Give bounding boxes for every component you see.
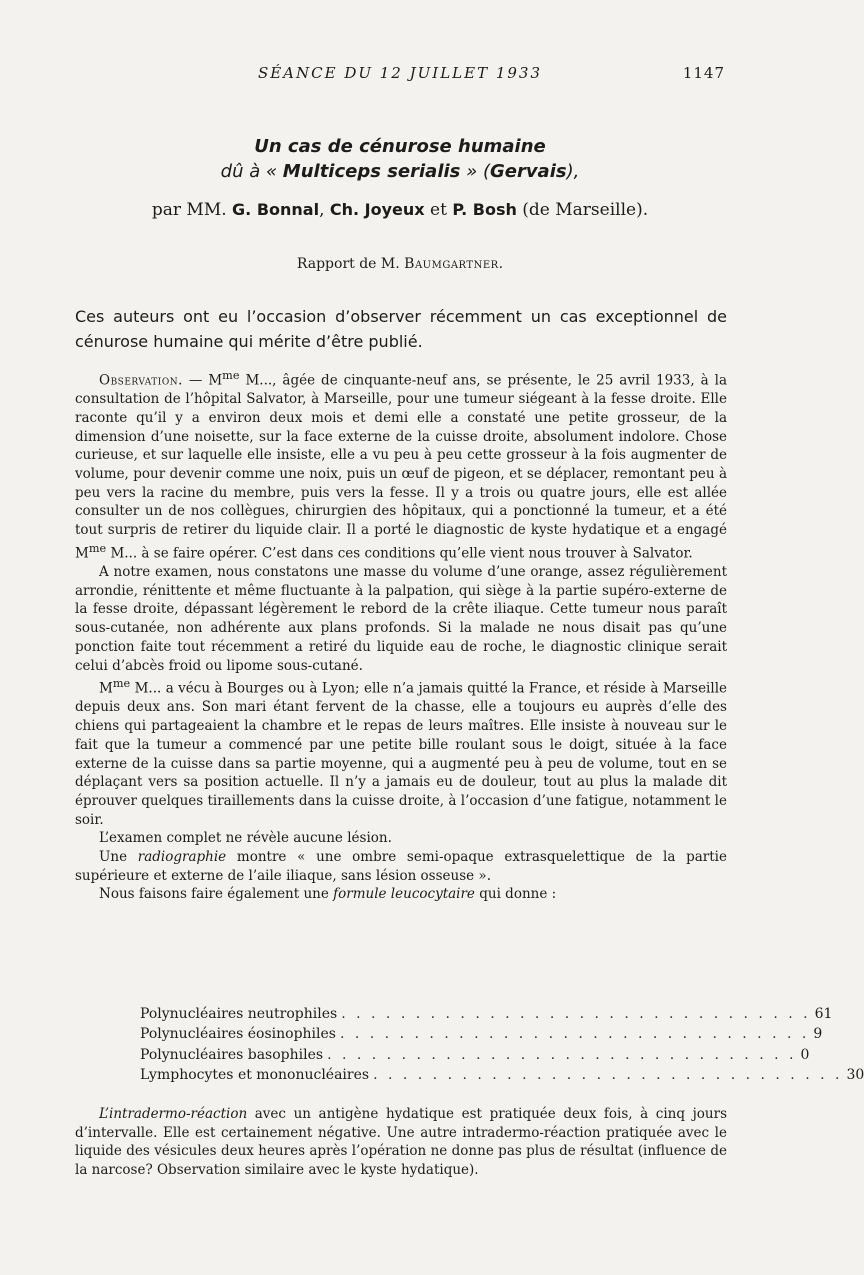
article-title bbox=[75, 134, 725, 184]
author-and: et bbox=[424, 200, 453, 220]
author-2: Ch. Joyeux bbox=[329, 200, 425, 219]
formula-label: Polynucléaires éosinophiles bbox=[140, 1026, 336, 1043]
p5-italic: radiographie bbox=[137, 849, 227, 866]
leader-dots: . . . . . . . . . . . . . . . . . . . . . . . . . . . . . . . . bbox=[341, 1006, 811, 1022]
species-author: Gervais bbox=[489, 161, 567, 182]
observation-section bbox=[75, 367, 727, 904]
page-number: 1147 bbox=[682, 64, 725, 82]
observation-label: Observation. bbox=[99, 372, 183, 389]
title-suffix: ), bbox=[566, 161, 580, 182]
observation-paragraph-6 bbox=[75, 885, 727, 904]
authors-prefix: par MM. bbox=[151, 200, 233, 220]
observation-paragraph-1 bbox=[75, 367, 727, 563]
formula-label: Polynucléaires neutrophiles bbox=[140, 1006, 338, 1022]
title-mid: » ( bbox=[460, 161, 490, 182]
leader-dots: . . . . . . . . . . . . . . . . . . . . . . . . . . . . . . . . bbox=[339, 1026, 810, 1043]
observation-paragraph-5 bbox=[75, 848, 727, 885]
title-prefix: dû à « bbox=[220, 161, 283, 182]
p6-text: qui donne : bbox=[474, 886, 557, 903]
rapporteur-name: Baumgartner bbox=[404, 256, 499, 272]
intradermo-paragraph bbox=[75, 1105, 727, 1180]
observation-paragraph-4: L’examen complet ne révèle aucune lésion. bbox=[99, 830, 392, 847]
formula-row bbox=[140, 1045, 810, 1065]
title-line-2 bbox=[75, 159, 725, 184]
formula-label: Polynucléaires basophiles bbox=[140, 1046, 324, 1063]
obs-sup-2: me bbox=[88, 541, 107, 555]
p3-prefix: M bbox=[99, 680, 113, 697]
authors-line bbox=[75, 200, 725, 220]
leader-dots: . . . . . . . . . . . . . . . . . . . . . . . . . . . . . . . . bbox=[327, 1046, 797, 1063]
formula-value: 30 bbox=[846, 1066, 864, 1083]
rapport-line bbox=[75, 256, 725, 272]
obs-text-end: M... à se faire opérer. C’est dans ces conditions qu’elle vient nous trouver à Salvator. bbox=[106, 545, 693, 562]
leader-dots: . . . . . . . . . . . . . . . . . . . . . . . . . . . . . . . . bbox=[373, 1066, 843, 1083]
title-line-1: Un cas de cénurose humaine bbox=[254, 136, 546, 157]
species-name: Multiceps serialis bbox=[282, 161, 461, 182]
formula-value: 9 bbox=[813, 1026, 823, 1043]
running-title: SÉANCE DU 12 JUILLET 1933 bbox=[257, 64, 543, 82]
formula-label: Lymphocytes et mononucléaires bbox=[140, 1066, 370, 1083]
intradermo-italic: L’intradermo-réaction bbox=[99, 1106, 248, 1122]
intradermo-text: avec un antigène hydatique est pratiquée deux fois, à cinq jours d’intervalle. Elle est certainement négative. Une autre intradermo-réaction pratiquée avec le liquide des vésicules deux heures après l’opération ne donne pas plus de résultat (influence de la narcose? Observation similaire avec le kyste hydatique). bbox=[75, 1106, 727, 1179]
p6-italic: formule leucocytaire bbox=[333, 886, 475, 903]
author-3: P. Bosh bbox=[452, 200, 517, 219]
observation-paragraph-3 bbox=[75, 675, 727, 829]
rapport-prefix: Rapport de M. bbox=[296, 256, 405, 272]
author-1: G. Bonnal bbox=[232, 200, 320, 219]
leucocyte-formula-table bbox=[140, 1004, 864, 1085]
formula-value: 61 bbox=[814, 1006, 833, 1022]
p6-prefix: Nous faisons faire également une bbox=[99, 886, 334, 903]
author-sep: , bbox=[319, 200, 330, 220]
intradermo-section bbox=[75, 1105, 727, 1180]
formula-value: 0 bbox=[800, 1046, 810, 1063]
p5-text: montre « une ombre semi-opaque extrasquelettique de la partie supérieure et externe de l’aile iliaque, sans lésion osseuse ». bbox=[75, 849, 727, 884]
p3-text: M... a vécu à Bourges ou à Lyon; elle n’a jamais quitté la France, et réside à Marseille depuis deux ans. Son mari étant fervent de la chasse, elle a toujours eu auprès d’elle des chiens qui partageaient la chambre et le repas de leurs maîtres. Elle insiste à nouveau sur le fait que la tumeur a commencé par une petite bille roulant sous le doigt, située à la face externe de la cuisse dans sa partie moyenne, qui a augmenté peu à peu de volume, tout en se déplaçant vers sa position actuelle. Il n’y a jamais eu de douleur, tout au plus la malade dit éprouver quelques tiraillements dans la cuisse droite, à l’occasion d’une fatigue, notamment le soir. bbox=[75, 680, 727, 828]
observation-paragraph-2: A notre examen, nous constatons une masse du volume d’une orange, assez régulièrement arrondie, rénittente et même fluctuante à la palpation, qui siège à la partie supéro-externe de la fesse droite, dépassant légèrement le rebord de la crête iliaque. Cette tumeur nous paraît sous-cutanée, non adhérente aux plans profonds. Si la malade ne nous disait pas qu’une ponction faite tout récemment a retiré du liquide eau de roche, le diagnostic clinique serait celui d’abcès froid ou lipome sous-cutané. bbox=[75, 564, 727, 674]
obs-text: M..., âgée de cinquante-neuf ans, se présente, le 25 avril 1933, à la consultation de l’hôpital Salvator, à Marseille, pour une tumeur siégeant à la fesse droite. Elle raconte qu’il y a environ deux mois et demi elle a constaté une petite grosseur, de la dimension d’une noisette, sur la face externe de la cuisse droite, absolument indolore. Chose curieuse, et sur laquelle elle insiste, elle a vu peu à peu cette grosseur à la fois augmenter de volume, pour devenir comme une noix, puis un œuf de pigeon, et se déplacer, remontant peu à peu vers la racine du membre, puis vers la fesse. Il y a trois ou quatre jours, elle est allée consulter un de nos collègues, chirurgien des hôpitaux, qui a ponctionné la tumeur, et a été tout surpris de retirer du liquide clair. Il a porté le diagnostic de kyste hydatique et a engagé M bbox=[75, 372, 728, 562]
rapport-suffix: . bbox=[498, 256, 504, 272]
intro-paragraph: Ces auteurs ont eu l’occasion d’observer récemment un cas exceptionnel de cénurose humaine qui mérite d’être publié. bbox=[75, 307, 727, 351]
affiliation: (de Marseille). bbox=[516, 200, 649, 220]
formula-row bbox=[140, 1024, 823, 1044]
p3-sup: me bbox=[112, 677, 131, 691]
p5-prefix: Une bbox=[99, 849, 138, 866]
obs-sup: me bbox=[222, 369, 240, 382]
formula-row bbox=[140, 1004, 833, 1024]
obs-dash: — M bbox=[182, 372, 223, 389]
formula-row bbox=[140, 1065, 864, 1085]
